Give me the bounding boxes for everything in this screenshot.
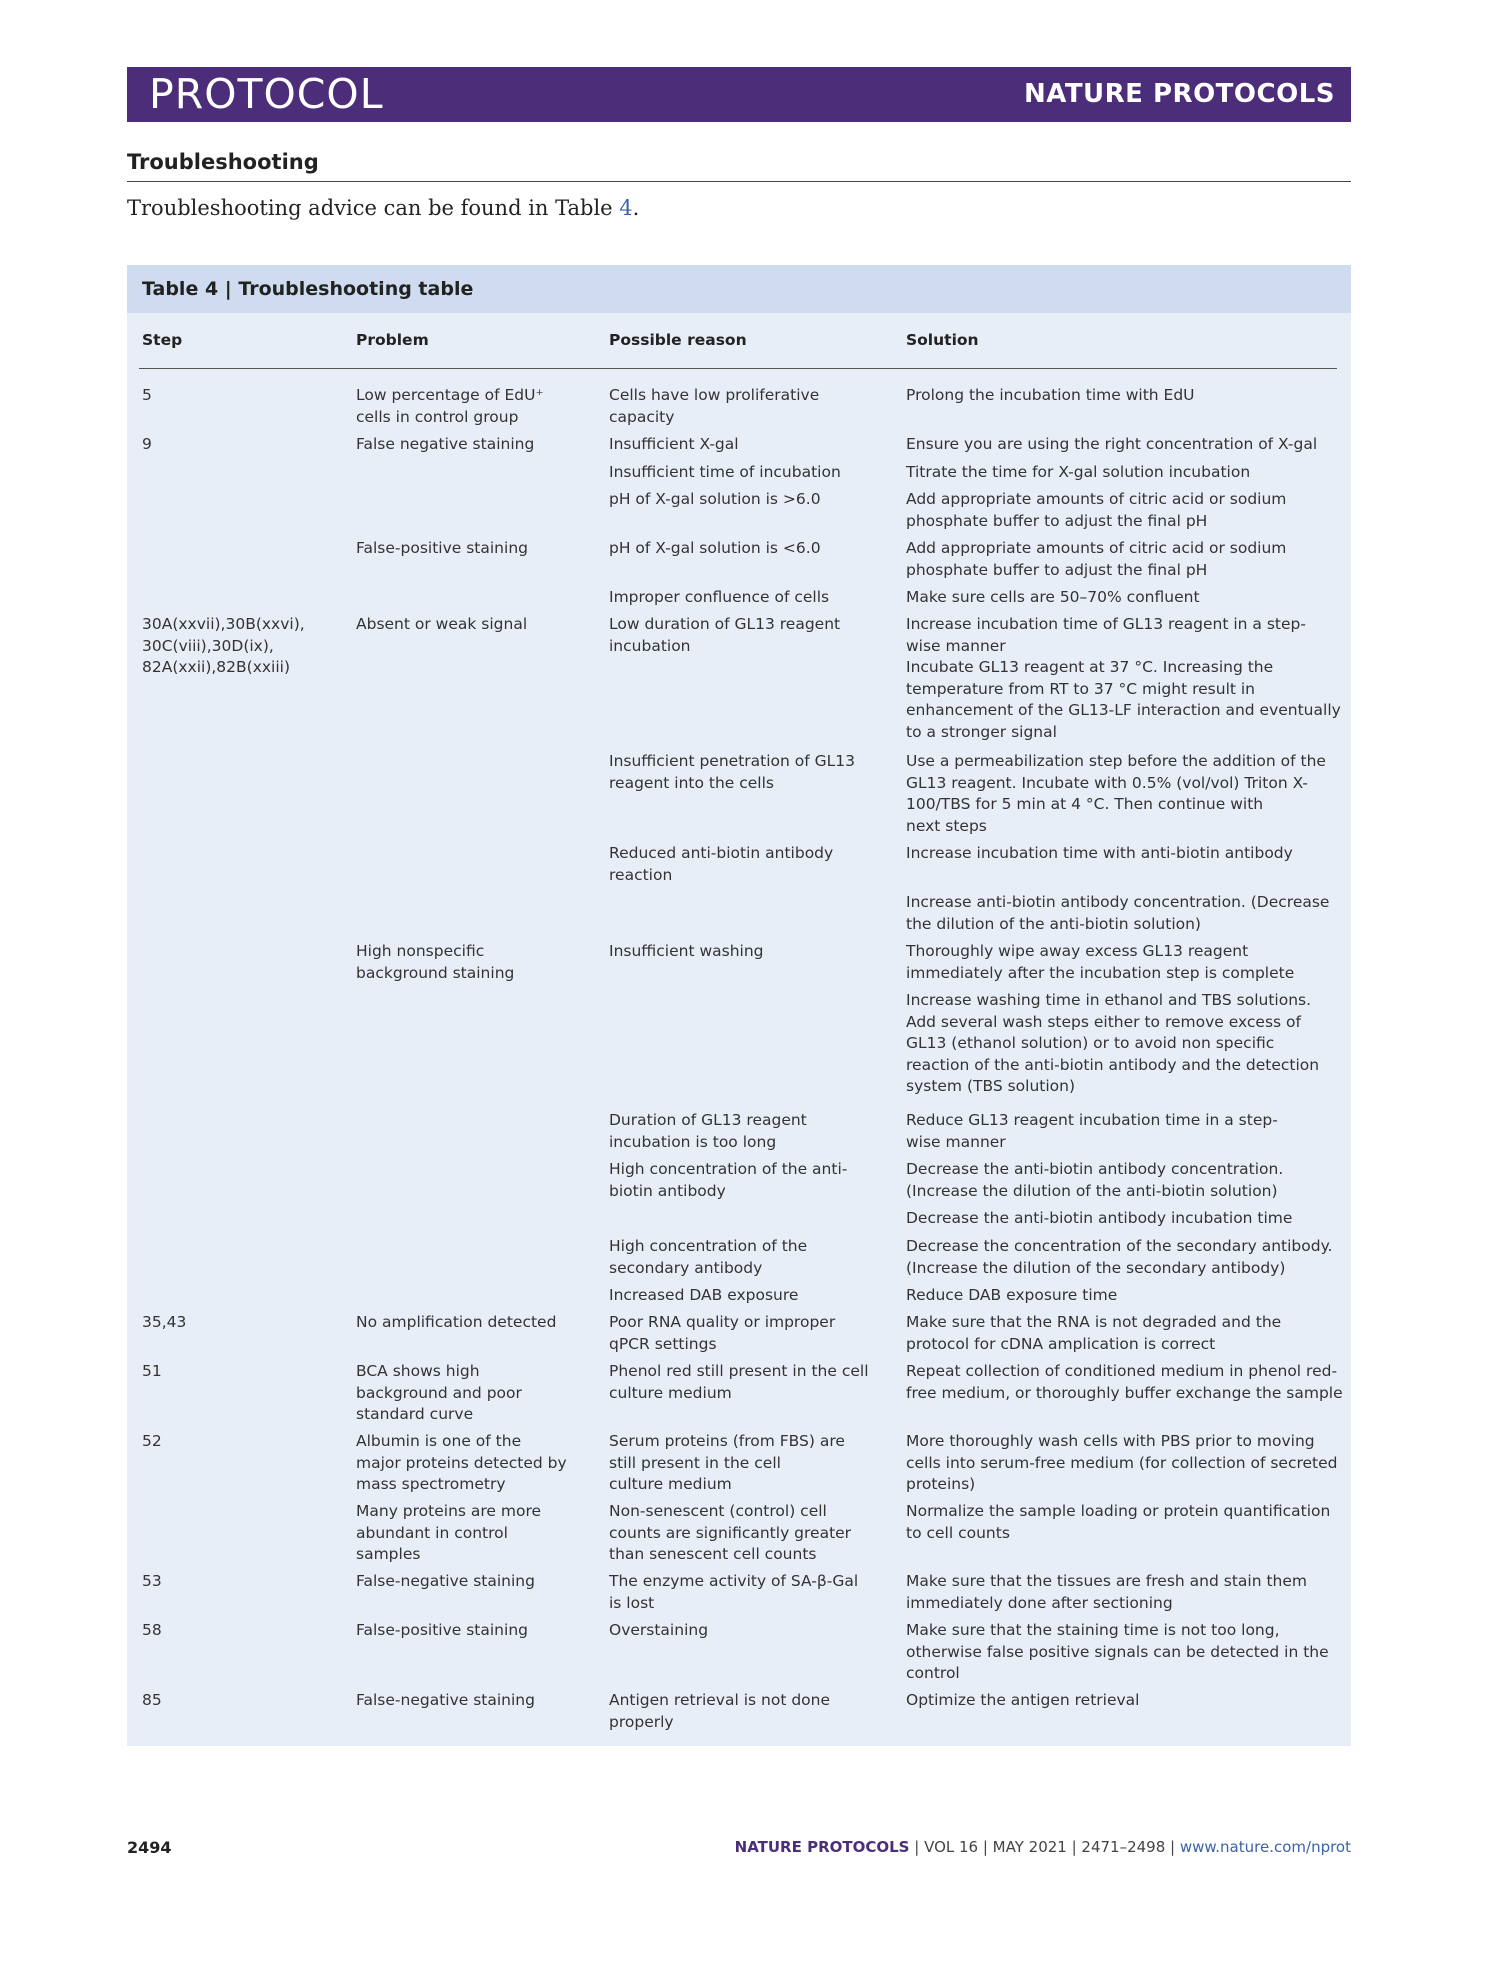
reason-cell: Low duration of GL13 reagent incubation xyxy=(609,615,841,655)
header-banner xyxy=(127,67,1351,122)
solution-cell: Prolong the incubation time with EdU xyxy=(906,386,1195,404)
intro-paragraph xyxy=(127,196,639,220)
solution-cell: Reduce DAB exposure time xyxy=(906,1286,1118,1304)
reason-cell: Insufficient washing xyxy=(609,942,764,960)
problem-cell: Low percentage of EdU⁺ cells in control group xyxy=(356,386,544,426)
problem-cell: False negative staining xyxy=(356,435,535,453)
step-cell: 30A(xxvii),30B(xxvi), 30C(viii),30D(ix), 82A(xxii),82B(xxiii) xyxy=(142,615,305,676)
solution-cell: Ensure you are using the right concentration of X-gal xyxy=(906,435,1318,453)
problem-cell: Albumin is one of the major proteins detected by mass spectrometry xyxy=(356,1432,567,1493)
step-cell: 85 xyxy=(142,1691,162,1709)
solution-cell: Decrease the anti-biotin antibody incubation time xyxy=(906,1209,1293,1227)
reason-cell: Insufficient time of incubation xyxy=(609,463,841,481)
problem-cell: False-negative staining xyxy=(356,1572,535,1590)
solution-cell: Increase incubation time with anti-biotin antibody xyxy=(906,844,1293,862)
step-cell: 58 xyxy=(142,1621,162,1639)
reason-cell: Cells have low proliferative capacity xyxy=(609,386,820,426)
step-cell: 53 xyxy=(142,1572,162,1590)
solution-cell: Make sure cells are 50–70% confluent xyxy=(906,588,1200,606)
col-header-solution: Solution xyxy=(906,331,979,349)
reason-cell: pH of X-gal solution is >6.0 xyxy=(609,490,821,508)
footer-journal: NATURE PROTOCOLS xyxy=(734,1838,910,1856)
col-header-step: Step xyxy=(142,331,183,349)
solution-cell: Use a permeabilization step before the addition of the GL13 reagent. Incubate with 0.5% (vol/vol) Triton X- 100/TBS for 5 min at 4 °C. Then continue with next steps xyxy=(906,752,1326,835)
solution-cell: Thoroughly wipe away excess GL13 reagent immediately after the incubation step is complete xyxy=(906,942,1295,982)
step-cell: 51 xyxy=(142,1362,162,1380)
step-cell: 52 xyxy=(142,1432,162,1450)
table-caption: Table 4 | Troubleshooting table xyxy=(142,278,474,300)
solution-cell: Increase washing time in ethanol and TBS solutions. Add several wash steps either to remove excess of GL13 (ethanol solution) or to avoid non specific reaction of the anti-biotin antibody and the detection system (TBS solution) xyxy=(906,991,1320,1095)
reason-cell: Increased DAB exposure xyxy=(609,1286,799,1304)
reason-cell: High concentration of the anti- biotin antibody xyxy=(609,1160,848,1200)
reason-cell: Serum proteins (from FBS) are still present in the cell culture medium xyxy=(609,1432,845,1493)
reason-cell: Improper confluence of cells xyxy=(609,588,830,606)
intro-text: Troubleshooting advice can be found in Table xyxy=(127,196,613,220)
solution-cell: Add appropriate amounts of citric acid or sodium phosphate buffer to adjust the final pH xyxy=(906,539,1287,579)
solution-cell: Make sure that the staining time is not too long, otherwise false positive signals can be detected in the control xyxy=(906,1621,1329,1682)
step-cell: 35,43 xyxy=(142,1313,187,1331)
step-cell: 5 xyxy=(142,386,152,404)
reason-cell: Reduced anti-biotin antibody reaction xyxy=(609,844,834,884)
solution-cell: Normalize the sample loading or protein quantification to cell counts xyxy=(906,1502,1331,1542)
reason-cell: Insufficient penetration of GL13 reagent into the cells xyxy=(609,752,856,792)
solution-cell: Increase incubation time of GL13 reagent in a step- wise manner Incubate GL13 reagent at 37 °C. Increasing the temperature from RT to 37 °C might result in enhancement of the GL13-LF interaction and eventually to a stronger signal xyxy=(906,615,1341,741)
troubleshooting-table xyxy=(127,265,1351,1746)
page-number: 2494 xyxy=(127,1838,172,1857)
footer-volume: | VOL 16 | MAY 2021 | 2471–2498 | xyxy=(909,1838,1180,1856)
solution-cell: Increase anti-biotin antibody concentration. (Decrease the dilution of the anti-biotin solution) xyxy=(906,893,1330,933)
section-title: Troubleshooting xyxy=(127,150,319,174)
reason-cell: Poor RNA quality or improper qPCR settings xyxy=(609,1313,836,1353)
solution-cell: Repeat collection of conditioned medium in phenol red- free medium, or thoroughly buffer exchange the sample xyxy=(906,1362,1343,1402)
reason-cell: Antigen retrieval is not done properly xyxy=(609,1691,831,1731)
col-header-problem: Problem xyxy=(356,331,429,349)
problem-cell: High nonspecific background staining xyxy=(356,942,515,982)
solution-cell: Make sure that the tissues are fresh and stain them immediately done after sectioning xyxy=(906,1572,1307,1612)
reason-cell: High concentration of the secondary antibody xyxy=(609,1237,808,1277)
footer-url-link[interactable]: www.nature.com/nprot xyxy=(1179,1838,1351,1856)
reason-cell: Overstaining xyxy=(609,1621,709,1639)
problem-cell: No amplification detected xyxy=(356,1313,557,1331)
solution-cell: Decrease the anti-biotin antibody concentration. (Increase the dilution of the anti-biotin solution) xyxy=(906,1160,1284,1200)
problem-cell: False-positive staining xyxy=(356,539,528,557)
reason-cell: Duration of GL13 reagent incubation is too long xyxy=(609,1111,807,1151)
intro-end: . xyxy=(632,196,640,220)
reason-cell: The enzyme activity of SA-β-Gal is lost xyxy=(609,1572,859,1612)
reason-cell: Phenol red still present in the cell culture medium xyxy=(609,1362,869,1402)
solution-cell: Decrease the concentration of the secondary antibody. (Increase the dilution of the secondary antibody) xyxy=(906,1237,1333,1277)
problem-cell: Absent or weak signal xyxy=(356,615,528,633)
problem-cell: Many proteins are more abundant in control samples xyxy=(356,1502,542,1563)
solution-cell: Reduce GL13 reagent incubation time in a step- wise manner xyxy=(906,1111,1278,1151)
journal-name: NATURE PROTOCOLS xyxy=(1023,79,1335,109)
solution-cell: Titrate the time for X-gal solution incubation xyxy=(906,463,1251,481)
header-rule xyxy=(139,368,1337,369)
problem-cell: False-positive staining xyxy=(356,1621,528,1639)
footer-citation xyxy=(735,1838,1351,1856)
reason-cell: pH of X-gal solution is <6.0 xyxy=(609,539,821,557)
problem-cell: False-negative staining xyxy=(356,1691,535,1709)
problem-cell: BCA shows high background and poor standard curve xyxy=(356,1362,522,1423)
section-label: PROTOCOL xyxy=(149,70,384,118)
solution-cell: Make sure that the RNA is not degraded and the protocol for cDNA amplication is correct xyxy=(906,1313,1282,1353)
step-cell: 9 xyxy=(142,435,152,453)
table-caption-bar xyxy=(127,265,1351,313)
table-reference-link[interactable]: 4 xyxy=(619,196,633,220)
solution-cell: Add appropriate amounts of citric acid or sodium phosphate buffer to adjust the final pH xyxy=(906,490,1287,530)
section-divider xyxy=(127,181,1351,182)
reason-cell: Non-senescent (control) cell counts are significantly greater than senescent cell counts xyxy=(609,1502,852,1563)
col-header-reason: Possible reason xyxy=(609,331,747,349)
solution-cell: Optimize the antigen retrieval xyxy=(906,1691,1140,1709)
reason-cell: Insufficient X-gal xyxy=(609,435,739,453)
solution-cell: More thoroughly wash cells with PBS prior to moving cells into serum-free medium (for collection of secreted proteins) xyxy=(906,1432,1338,1493)
